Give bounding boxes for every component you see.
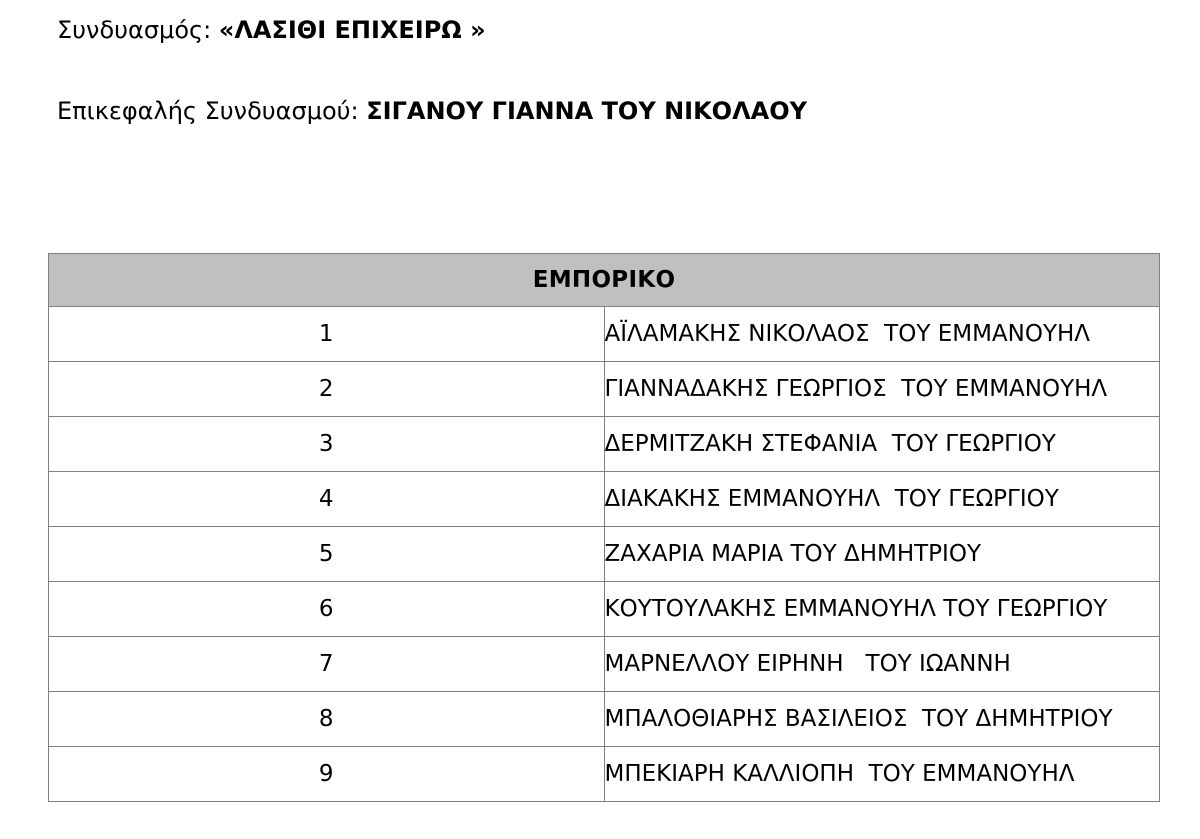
table-body [49,307,1160,802]
candidate-number: 4 [49,472,605,527]
table-header-row [49,254,1160,307]
table-row [49,582,1160,637]
table-row [49,472,1160,527]
candidates-table [48,253,1160,802]
candidate-name: ΑΪΛΑΜΑΚΗΣ ΝΙΚΟΛΑΟΣ ΤΟΥ ΕΜΜΑΝΟΥΗΛ [604,307,1160,362]
candidate-name: ΓΙΑΝΝΑΔΑΚΗΣ ΓΕΩΡΓΙΟΣ ΤΟΥ ΕΜΜΑΝΟΥΗΛ [604,362,1160,417]
candidate-number: 6 [49,582,605,637]
candidate-number: 2 [49,362,605,417]
candidate-name: ΔΕΡΜΙΤΖΑΚΗ ΣΤΕΦΑΝΙΑ ΤΟΥ ΓΕΩΡΓΙΟΥ [604,417,1160,472]
candidate-number: 9 [49,747,605,802]
candidate-name: ΖΑΧΑΡΙΑ ΜΑΡΙΑ ΤΟΥ ΔΗΜΗΤΡΙΟΥ [604,527,1160,582]
candidate-number: 8 [49,692,605,747]
leader-label: Επικεφαλής Συνδυασμού: [57,97,367,125]
table-row [49,637,1160,692]
candidate-number: 7 [49,637,605,692]
candidate-name: ΜΠΕΚΙΑΡΗ ΚΑΛΛΙΟΠΗ ΤΟΥ ΕΜΜΑΝΟΥΗΛ [604,747,1160,802]
combination-label: Συνδυασμός: [57,16,219,44]
table-row [49,747,1160,802]
table-row [49,362,1160,417]
candidate-number: 1 [49,307,605,362]
table-row [49,417,1160,472]
candidate-number: 3 [49,417,605,472]
table-row [49,527,1160,582]
candidate-name: ΔΙΑΚΑΚΗΣ ΕΜΜΑΝΟΥΗΛ ΤΟΥ ΓΕΩΡΓΙΟΥ [604,472,1160,527]
leader-line [57,97,807,126]
candidate-name: ΚΟΥΤΟΥΛΑΚΗΣ ΕΜΜΑΝΟΥΗΛ ΤΟΥ ΓΕΩΡΓΙΟΥ [604,582,1160,637]
table-row [49,692,1160,747]
leader-value: ΣΙΓΑΝΟΥ ΓΙΑΝΝΑ ΤΟΥ ΝΙΚΟΛΑΟΥ [366,97,808,125]
table-title-cell: ΕΜΠΟΡΙΚΟ [49,254,1160,307]
table-row [49,307,1160,362]
candidate-number: 5 [49,527,605,582]
combination-value: «ΛΑΣΙΘΙ ΕΠΙΧΕΙΡΩ » [218,16,486,44]
candidate-name: ΜΑΡΝΕΛΛΟΥ ΕΙΡΗΝΗ ΤΟΥ ΙΩΑΝΝΗ [604,637,1160,692]
table-head [49,254,1160,307]
combination-line [57,16,486,45]
candidate-name: ΜΠΑΛΟΘΙΑΡΗΣ ΒΑΣΙΛΕΙΟΣ ΤΟΥ ΔΗΜΗΤΡΙΟΥ [604,692,1160,747]
